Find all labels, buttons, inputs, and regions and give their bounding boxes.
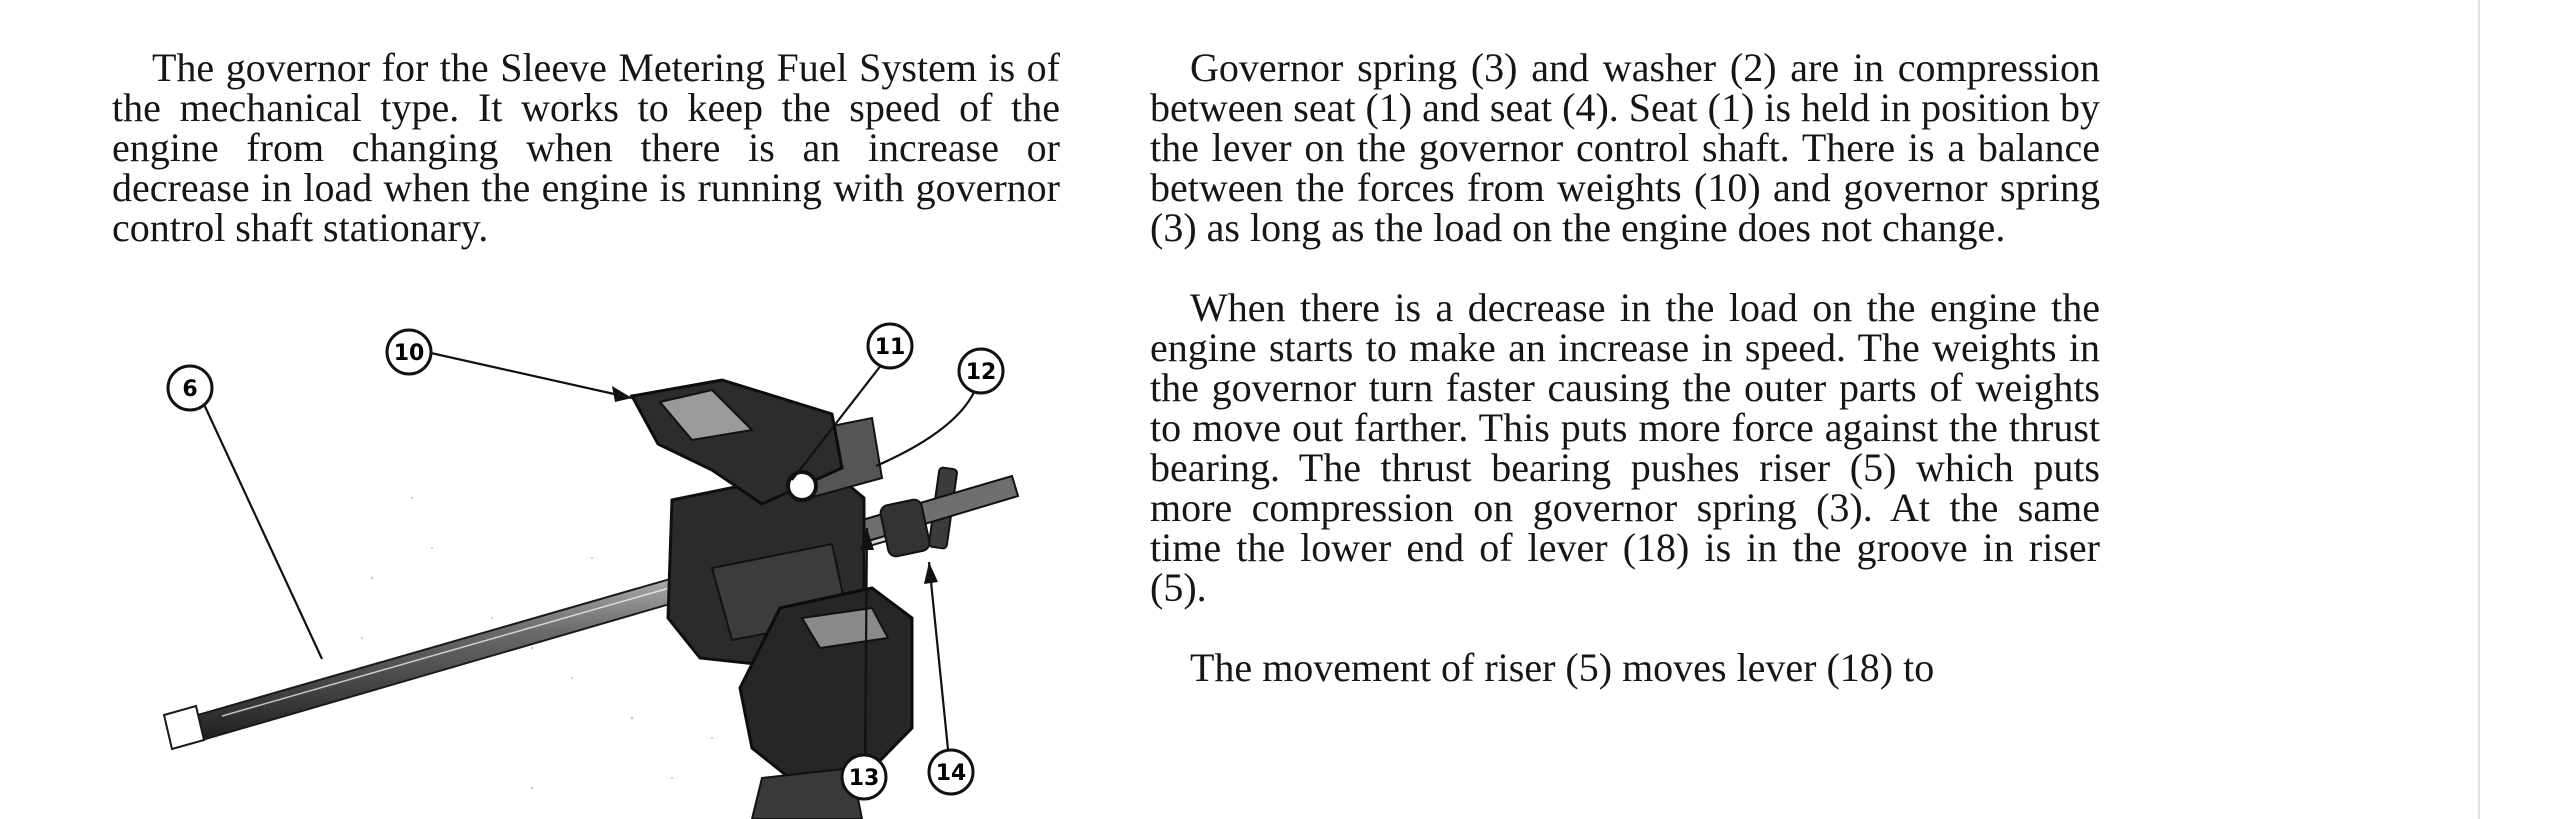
callout-11 — [868, 324, 912, 368]
svg-text:11: 11 — [874, 335, 906, 360]
callout-14 — [929, 750, 973, 794]
paragraph-riser: The movement of riser (5) moves lever (18) to — [1190, 645, 1935, 690]
paragraph-load-decrease: When there is a decrease in the load on the engine the engine starts to make an increase in speed. The weights in the governor turn faster causing the outer parts of weights to move out farther. This puts more force against the thrust bearing. The thrust bearing pushes riser (5) which puts more compression on governor spring (3). At the same time the lower end of lever (18) is in the groove in riser (5). — [1150, 285, 2100, 610]
callout-12 — [959, 349, 1003, 393]
svg-text:13: 13 — [848, 766, 880, 791]
paragraph-spring: Governor spring (3) and washer (2) are in compression between seat (1) and seat (4). Seat (1) is held in position by the lever on the governor control shaft. There is a balance between the forces from weights (10) and governor spring (3) as long as the load on the engine does not change. — [1150, 45, 2100, 250]
callout-10 — [387, 330, 431, 374]
intro-paragraph: The governor for the Sleeve Metering Fuel System is of the mechanical type. It works to keep the speed of the engine from changing when there is an increase or decrease in load when the engine is running with governor control shaft stationary. — [112, 45, 1060, 250]
right-column — [1150, 45, 2100, 728]
callout-13 — [842, 755, 886, 799]
svg-text:12: 12 — [965, 360, 997, 385]
svg-text:10: 10 — [393, 341, 425, 366]
scan-edge — [2478, 0, 2480, 819]
callout-6 — [168, 366, 212, 410]
governor-illustration — [112, 318, 1072, 819]
upper-weight — [632, 380, 842, 504]
governor-figure — [112, 318, 1072, 819]
left-column — [112, 45, 1060, 250]
svg-text:14: 14 — [935, 761, 967, 786]
svg-text:6: 6 — [182, 377, 198, 402]
